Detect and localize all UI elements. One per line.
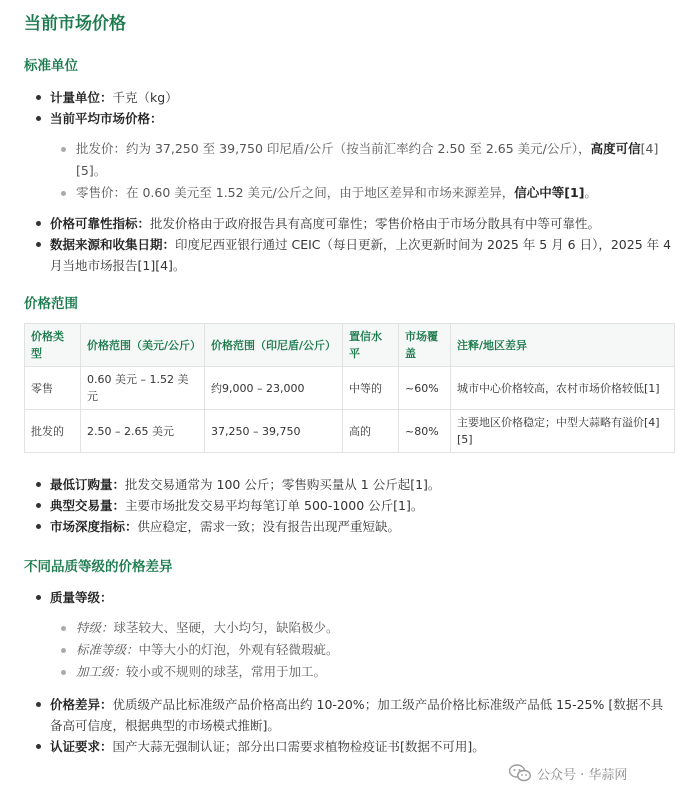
label: 认证要求：	[50, 739, 113, 754]
list-item-source	[30, 234, 675, 276]
confidence-medium: 信心中等[1]	[514, 185, 585, 200]
label: 最低订购量：	[50, 477, 126, 492]
list-item-moq	[30, 474, 675, 495]
table-cell: 中等的	[343, 367, 399, 410]
list-item-certification	[30, 736, 675, 757]
column-header: 价格类型	[25, 324, 81, 367]
value: 印度尼西亚银行通过 CEIC（每日更新，上次更新时间为 2025 年 5 月 6 日），2025 年 4 月当地市场报告[1][4]。	[50, 237, 672, 273]
list-item-quality-grades	[30, 587, 675, 608]
grade-name: 标准等级：	[76, 642, 139, 657]
label: 典型交易量：	[50, 498, 126, 513]
list-item-grade	[24, 617, 675, 639]
list-item-grade	[24, 639, 675, 661]
column-header: 价格范围（印尼盾/公斤）	[205, 324, 343, 367]
label: 质量等级：	[50, 590, 113, 605]
table-row	[25, 367, 675, 410]
label: 价格可靠性指标：	[50, 216, 151, 231]
value: 主要市场批发交易平均每笔订单 500-1000 公斤[1]。	[125, 498, 424, 513]
value: 优质级产品比标准级产品价格高出约 10-20%；加工级产品价格比标准级产品低 15-25% [数据不具备高可信度，根据典型的市场模式推断]。	[50, 697, 664, 733]
column-header: 注释/地区差异	[451, 324, 675, 367]
list-item-avg-price	[30, 108, 675, 129]
label: 价格差异：	[50, 697, 113, 712]
label: 当前平均市场价格：	[50, 111, 163, 126]
label: 数据来源和收集日期：	[50, 237, 176, 252]
value: 国产大蒜无强制认证；部分出口需要求植物检疫证书[数据不可用]。	[112, 739, 485, 754]
value: 批发价格由于政府报告具有高度可靠性；零售价格由于市场分散具有中等可靠性。	[150, 216, 601, 231]
value: 供应稳定，需求一致；没有报告出现严重短缺。	[137, 519, 401, 534]
table-header-row	[25, 324, 675, 367]
list-item-market-depth	[30, 516, 675, 537]
list-item-wholesale-price	[24, 138, 675, 182]
table-cell: 零售	[25, 367, 81, 410]
grade-desc: 球茎较大、坚硬，大小均匀，缺陷极少。	[113, 620, 339, 635]
section-heading-quality-grades: 不同品质等级的价格差异	[24, 559, 173, 575]
value: 批发交易通常为 100 公斤；零售购买量从 1 公斤起[1]。	[125, 477, 441, 492]
grade-name: 加工级：	[76, 664, 127, 679]
list-item-price-difference	[30, 694, 675, 736]
grade-desc: 较小或不规则的球茎，常用于加工。	[126, 664, 327, 679]
column-header: 市场覆盖	[399, 324, 451, 367]
label: 计量单位：	[50, 90, 113, 105]
column-header: 置信水平	[343, 324, 399, 367]
table-cell: 37,250 – 39,750	[205, 410, 343, 453]
watermark	[509, 760, 689, 786]
table-cell: 主要地区价格稳定；中型大蒜略有溢价[4][5]	[451, 410, 675, 453]
value: 千克（kg）	[112, 90, 178, 105]
table-cell: 2.50 – 2.65 美元	[81, 410, 205, 453]
table-cell: ~80%	[399, 410, 451, 453]
list-item-grade	[24, 661, 675, 683]
list-item-retail-price	[24, 182, 675, 204]
table-row	[25, 410, 675, 453]
section-heading-price-range: 价格范围	[24, 296, 78, 312]
wholesale-text: 批发价：约为 37,250 至 39,750 印尼盾/公斤（按当前汇率约合 2.50 至 2.65 美元/公斤），	[76, 141, 591, 156]
refs: [4][5]。	[76, 141, 659, 178]
list-item-reliability	[30, 213, 675, 234]
page-title: 当前市场价格	[24, 14, 126, 34]
wechat-icon	[509, 764, 531, 782]
column-header: 价格范围（美元/公斤）	[81, 324, 205, 367]
table-cell: 高的	[343, 410, 399, 453]
table-cell: 批发的	[25, 410, 81, 453]
grade-name: 特级：	[76, 620, 114, 635]
table-cell: 约9,000 – 23,000	[205, 367, 343, 410]
grade-desc: 中等大小的灯泡，外观有轻微瑕疵。	[138, 642, 339, 657]
table-cell: 0.60 美元 – 1.52 美元	[81, 367, 205, 410]
label: 市场深度指标：	[50, 519, 138, 534]
section-heading-standard-unit: 标准单位	[24, 58, 78, 74]
table-cell: ~60%	[399, 367, 451, 410]
confidence-high: 高度可信	[590, 141, 641, 156]
list-item-measure-unit	[30, 87, 675, 108]
list-item-typical-volume	[30, 495, 675, 516]
retail-text: 零售价：在 0.60 美元至 1.52 美元/公斤之间，由于地区差异和市场来源差异，	[76, 185, 515, 200]
price-range-table	[24, 323, 675, 453]
table-cell: 城市中心价格较高，农村市场价格较低[1]	[451, 367, 675, 410]
watermark-text: 公众号 · 华蒜网	[537, 767, 628, 783]
punct: 。	[584, 185, 597, 200]
